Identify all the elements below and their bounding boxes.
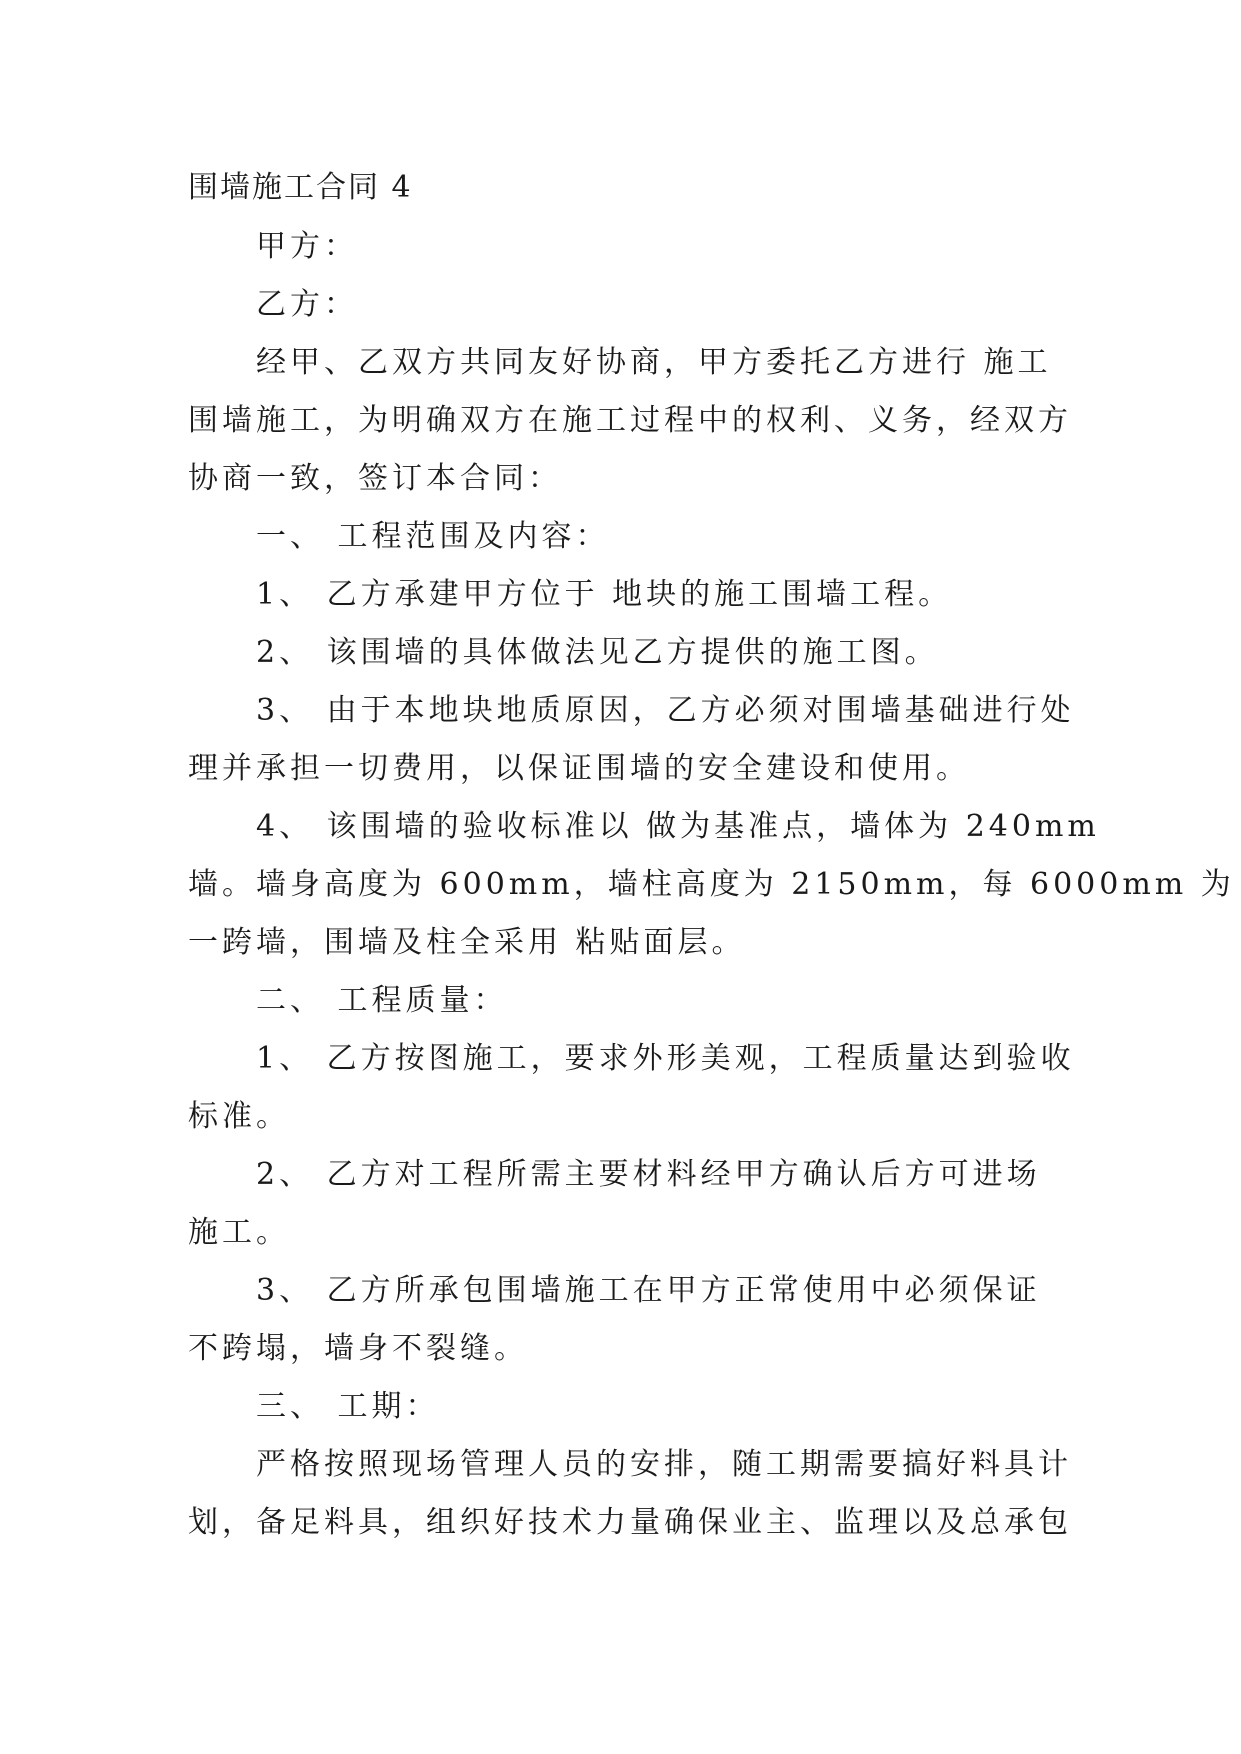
section1-item3 [188, 682, 1075, 798]
item-line: 2、 乙方对工程所需主要材料经甲方确认后方可进场 [256, 1157, 1041, 1192]
section2-item2 [188, 1146, 1058, 1262]
section1-item4 [188, 798, 1235, 972]
intro-line: 围墙施工，为明确双方在施工过程中的权利、义务，经双方 [188, 403, 1072, 438]
item-line: 不跨塌，墙身不裂缝。 [188, 1331, 528, 1366]
section3-paragraph [188, 1436, 1072, 1552]
intro-line: 协商一致，签订本合同： [188, 461, 562, 496]
intro-paragraph [188, 334, 1072, 508]
item-line: 墙。墙身高度为 600mm，墙柱高度为 2150mm，每 6000mm 为 [188, 867, 1235, 902]
item-line: 一跨墙，围墙及柱全采用 粘贴面层。 [188, 925, 746, 960]
party-a-line: 甲方： [256, 229, 358, 264]
item-line: 施工。 [188, 1215, 290, 1250]
intro-line: 经甲、乙双方共同友好协商，甲方委托乙方进行 施工 [256, 345, 1052, 380]
item-line: 标准。 [188, 1099, 290, 1134]
item-line: 4、 该围墙的验收标准以 做为基准点，墙体为 240mm [256, 809, 1100, 844]
party-b-line: 乙方： [256, 287, 358, 322]
section2-heading: 二、 工程质量： [256, 983, 508, 1018]
item-line: 3、 乙方所承包围墙施工在甲方正常使用中必须保证 [256, 1273, 1041, 1308]
section2-item3 [188, 1262, 1058, 1378]
document-page [188, 158, 1235, 1552]
item-line: 1、 乙方按图施工，要求外形美观，工程质量达到验收 [256, 1041, 1075, 1076]
document-title: 围墙施工合同 4 [188, 170, 413, 205]
item-line: 3、 由于本地块地质原因，乙方必须对围墙基础进行处 [256, 693, 1075, 728]
section1-item2: 2、 该围墙的具体做法见乙方提供的施工图。 [256, 635, 939, 670]
section1-heading: 一、 工程范围及内容： [256, 519, 610, 554]
item-line: 严格按照现场管理人员的安排，随工期需要搞好料具计 [256, 1447, 1072, 1482]
section3-heading: 三、 工期： [256, 1389, 440, 1424]
section2-item1 [188, 1030, 1075, 1146]
item-line: 划，备足料具，组织好技术力量确保业主、监理以及总承包 [188, 1505, 1072, 1540]
section1-item1: 1、 乙方承建甲方位于 地块的施工围墙工程。 [256, 577, 953, 612]
item-line: 理并承担一切费用，以保证围墙的安全建设和使用。 [188, 751, 970, 786]
